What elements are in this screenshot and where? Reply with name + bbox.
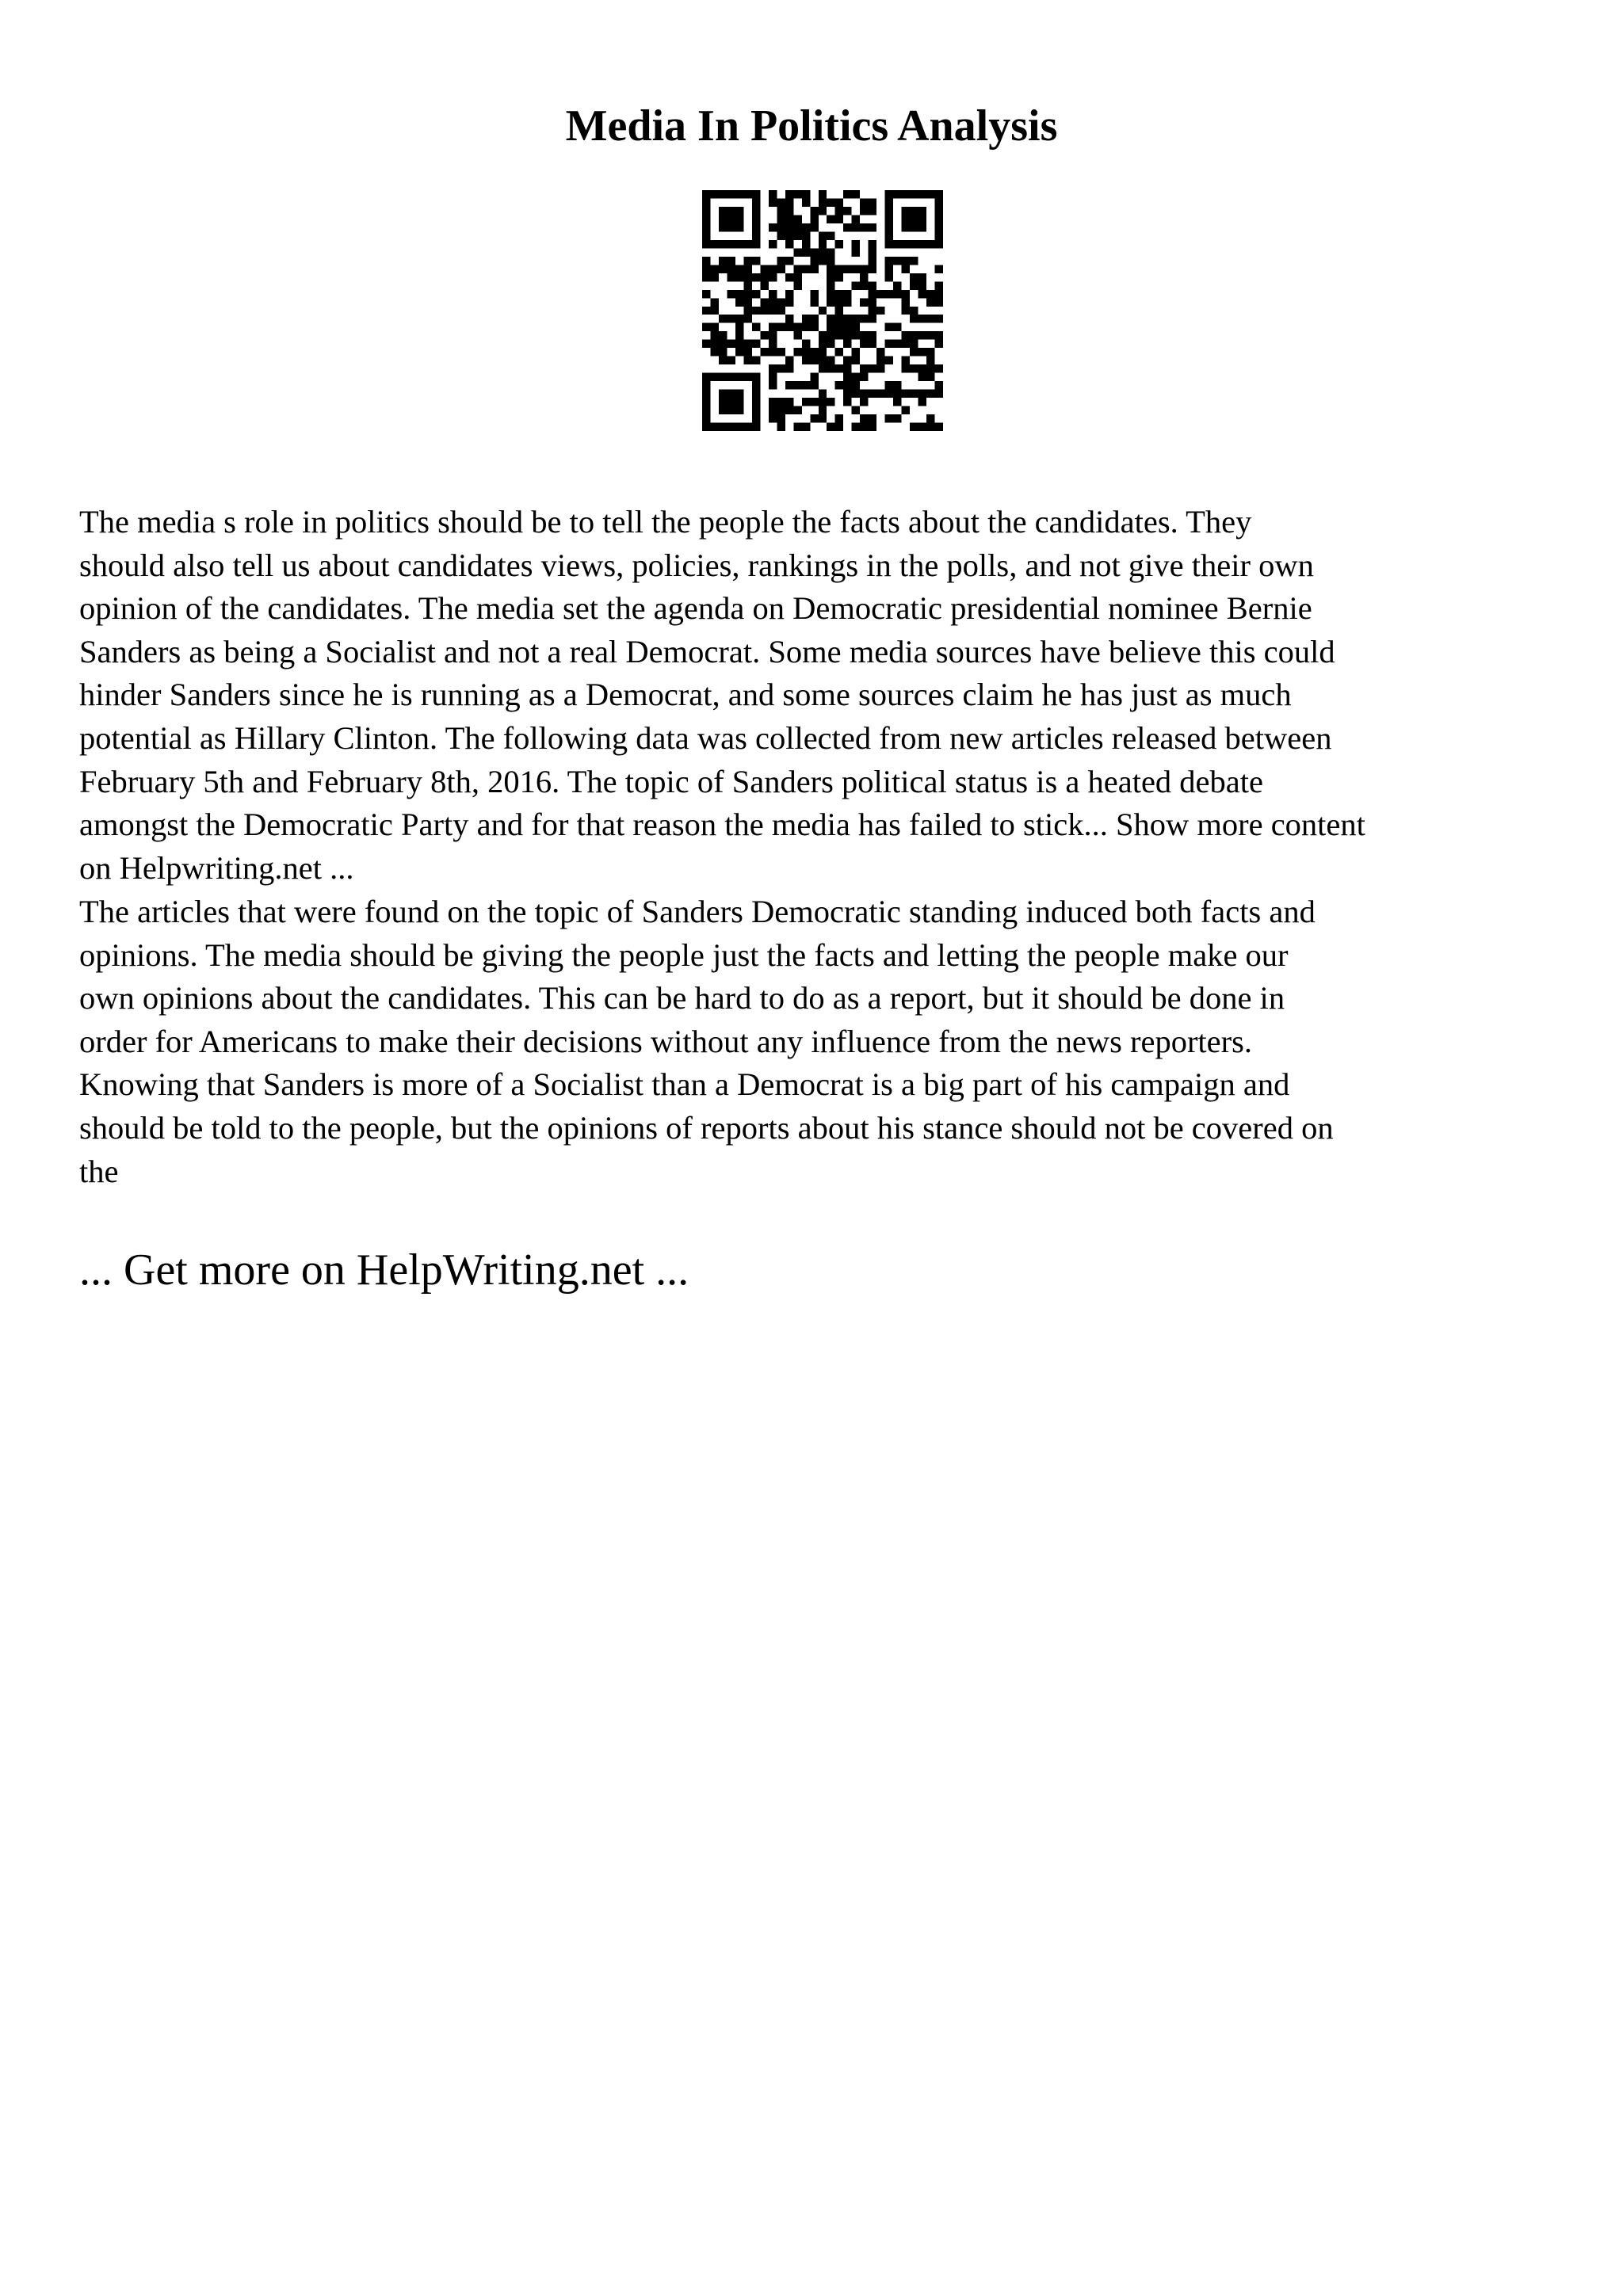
paragraph-1 [79,501,1569,890]
paragraph-line: Knowing that Sanders is more of a Socialist than a Democrat is a big part of his campaign and [79,1066,1290,1103]
paragraph-line: should also tell us about candidates views, policies, rankings in the polls, and not give their own [79,547,1314,583]
paragraph-line: the [79,1153,119,1189]
paragraph-line: own opinions about the candidates. This can be hard to do as a report, but it should be done in [79,980,1285,1016]
paragraph-2 [79,891,1569,1193]
paragraph-line: opinion of the candidates. The media set the agenda on Democratic presidential nominee Bernie [79,590,1312,627]
paragraph-line: amongst the Democratic Party and for that reason the media has failed to stick... Show more content [79,807,1365,843]
paragraph-line: Sanders as being a Socialist and not a real Democrat. Some media sources have believe this could [79,633,1335,669]
paragraph-line: order for Americans to make their decisions without any influence from the news reporters. [79,1023,1253,1059]
paragraph-line: opinions. The media should be giving the people just the facts and letting the people make our [79,936,1289,973]
paragraph-line: should be told to the people, but the opinions of reports about his stance should not be covered on [79,1109,1334,1146]
paragraph-line: on Helpwriting.net ... [79,849,354,886]
paragraph-line: potential as Hillary Clinton. The following data was collected from new articles released between [79,719,1332,756]
get-more-link[interactable]: ... Get more on HelpWriting.net ... [79,1245,689,1295]
paragraph-line: hinder Sanders since he is running as a Democrat, and some sources claim he has just as much [79,677,1292,713]
paragraph-line: February 5th and February 8th, 2016. The topic of Sanders political status is a heated debate [79,763,1263,799]
paragraph-line: The media s role in politics should be to tell the people the facts about the candidates. They [79,504,1252,540]
paragraph-line: The articles that were found on the topic of Sanders Democratic standing induced both facts and [79,894,1316,929]
page-title: Media In Politics Analysis [565,101,1058,151]
qr-code-icon [702,190,943,431]
